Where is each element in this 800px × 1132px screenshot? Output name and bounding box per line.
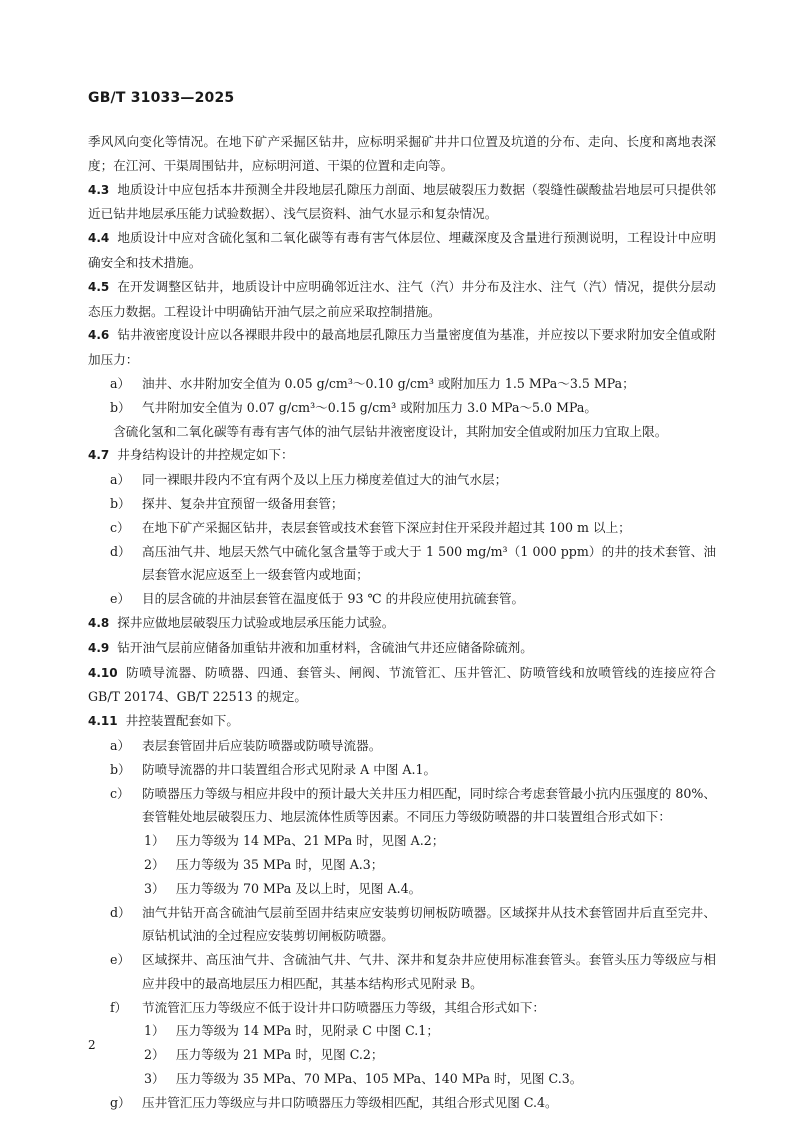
list-marker: e） [110,591,131,607]
list-marker: b） [110,495,131,511]
clause-4-5 [88,275,716,324]
list-text: 表层套管固井后应装防喷器或防喷导流器。 [142,737,382,753]
list-text: 气井附加安全值为 0.07 g/cm³～0.15 g/cm³ 或附加压力 3.0 MPa～5.0 MPa。 [142,399,597,415]
clause-text: 在开发调整区钻井，地质设计中应明确邻近注水、注气（汽）井分布及注水、注气（汽）情况，提供分层动态压力数据。工程设计中明确钻开油气层之前应采取控制措施。 [88,278,716,319]
list-marker: d） [110,904,131,920]
clause-text: 地质设计中应包括本井预测全井段地层孔隙压力剖面、地层破裂压力数据（裂缝性碳酸盐岩地层可只提供邻近已钻井地层承压能力试验数据）、浅气层资料、油气水显示和复杂情况。 [88,181,716,222]
clause-text: 探井应做地层破裂压力试验或地层承压能力试验。 [117,614,395,630]
sub-list-marker: 3） [144,880,165,896]
clause-number: 4.3 [88,182,110,197]
clause-number: 4.4 [88,231,110,246]
clause-4-6 [88,323,716,372]
list-marker: d） [110,543,131,559]
sub-list-item [88,829,716,853]
sub-list-text: 压力等级为 70 MPa 及以上时，见图 A.4。 [176,880,422,896]
list-item [88,996,716,1020]
clause-note: 含硫化氢和二氧化碳等有毒有害气体的油气层钻井液密度设计，其附加安全值或附加压力宜取上限。 [113,423,668,439]
clause-4-9 [88,636,716,661]
clause-text: 地质设计中应对含硫化氢和二氧化碳等有毒有害气体层位、埋藏深度及含量进行预测说明，工程设计中应明确安全和技术措施。 [88,230,716,270]
list-item [88,758,716,782]
list-text: 压井管汇压力等级应与井口防喷器压力等级相匹配，其组合形式见图 C.4。 [142,1094,558,1110]
clause-number: 4.7 [88,448,110,463]
list-marker: b） [110,761,131,777]
sub-list-marker: 1） [144,833,165,849]
sub-list-text: 压力等级为 14 MPa、21 MPa 时，见图 A.2； [176,833,445,849]
list-item [88,492,716,516]
sub-list-item [88,853,716,877]
clause-4-7 [88,443,716,468]
sub-list-text: 压力等级为 35 MPa、70 MPa、105 MPa、140 MPa 时，见图 C.3。 [176,1071,583,1087]
clause-4-4 [88,226,716,275]
clause-4-8 [88,611,716,636]
list-marker: c） [110,785,130,801]
clause-text: 井身结构设计的井控规定如下： [117,447,294,463]
clause-text: 钻井液密度设计应以各裸眼井段中的最高地层孔隙压力当量密度值为基准，并应按以下要求附加安全值或附加压力： [88,327,716,368]
clause-text: 防喷导流器、防喷器、四通、套管头、闸阀、节流管汇、压井管汇、防喷管线和放喷管线的连接应符合 GB/T 20174、GB/T 22513 的规定。 [88,664,716,705]
clause-text: 井控装置配套如下。 [125,713,239,729]
clause-number: 4.6 [88,328,110,343]
standard-id-header: GB/T 31033—2025 [88,90,235,106]
list-text: 同一裸眼井段内不宜有两个及以上压力梯度差值过大的油气水层； [142,472,508,488]
list-item [88,1091,716,1115]
clause-number: 4.8 [88,615,110,630]
list-marker: f） [110,999,128,1015]
clause-4-11 [88,709,716,734]
list-marker: c） [110,519,130,535]
list-marker: a） [110,375,131,391]
list-text: 在地下矿产采掘区钻井，表层套管或技术套管下深应封住开采段并超过其 100 m 以上； [142,519,631,535]
sub-list-text: 压力等级为 21 MPa 时，见图 C.2； [176,1047,384,1063]
list-text: 高压油气井、地层天然气中硫化氢含量等于或大于 1 500 mg/m³（1 000 ppm）的井的技术套管、油层套管水泥应返至上一级套管内或地面； [142,543,716,583]
sub-list-text: 压力等级为 35 MPa 时，见图 A.3； [176,856,384,872]
list-item [88,782,716,830]
list-item [88,734,716,758]
list-item [88,948,716,996]
list-text: 油气井钻开高含硫油气层前至固井结束应安装剪切闸板防喷器。区域探井从技术套管固井后直至完井、原钻机试油的全过程应安装剪切闸板防喷器。 [142,904,716,944]
list-item [88,901,716,949]
clause-number: 4.11 [88,714,118,729]
list-text: 目的层含硫的井油层套管在温度低于 93 ℃ 的井段应使用抗硫套管。 [142,591,525,607]
clause-4-3 [88,178,716,227]
clause-number: 4.10 [88,665,118,680]
list-marker: b） [110,399,131,415]
list-item [88,587,716,611]
sub-list-marker: 2） [144,1047,165,1063]
list-item [88,516,716,540]
list-text: 油井、水井附加安全值为 0.05 g/cm³～0.10 g/cm³ 或附加压力 1.5 MPa～3.5 MPa； [142,375,635,391]
sub-list-marker: 2） [144,856,165,872]
sub-list-text: 压力等级为 14 MPa 时，见附录 C 中图 C.1； [176,1023,439,1039]
clause-4-10 [88,661,716,710]
clause-text: 钻开油气层前应储备加重钻井液和加重材料，含硫油气井还应储备除硫剂。 [117,639,533,655]
page-body [88,130,716,1115]
list-text: 节流管汇压力等级应不低于设计井口防喷器压力等级，其组合形式如下： [142,999,545,1015]
list-marker: a） [110,472,131,488]
list-item [88,372,716,396]
sub-list-marker: 3） [144,1071,165,1087]
list-marker: e） [110,952,131,968]
continuation-paragraph: 季风风向变化等情况。在地下矿产采掘区钻井，应标明采掘矿井井口位置及坑道的分布、走向、长度和离地表深度；在江河、干渠周围钻井，应标明河道、干渠的位置和走向等。 [88,134,716,173]
list-text: 防喷器压力等级与相应井段中的预计最大关井压力相匹配，同时综合考虑套管最小抗内压强度的 80%、套管鞋处地层破裂压力、地层流体性质等因素。不同压力等级防喷器的井口装置组合形式如下： [142,785,716,825]
sub-list-item [88,1067,716,1091]
page-number: 2 [88,1038,96,1052]
list-text: 探井、复杂井宜预留一级备用套管； [142,495,344,511]
clause-number: 4.9 [88,640,110,655]
list-item [88,540,716,588]
sub-list-item [88,1043,716,1067]
list-marker: a） [110,737,131,753]
clause-number: 4.5 [88,279,110,294]
sub-list-item [88,877,716,901]
sub-list-marker: 1） [144,1023,165,1039]
list-item [88,468,716,492]
list-item [88,396,716,420]
list-text: 区域探井、高压油气井、含硫油气井、气井、深井和复杂井应使用标准套管头。套管头压力等级应与相应井段中的最高地层压力相匹配，其基本结构形式见附录 B。 [142,952,716,991]
list-marker: g） [110,1094,131,1110]
list-text: 防喷导流器的井口装置组合形式见附录 A 中图 A.1。 [142,761,437,777]
sub-list-item [88,1019,716,1043]
